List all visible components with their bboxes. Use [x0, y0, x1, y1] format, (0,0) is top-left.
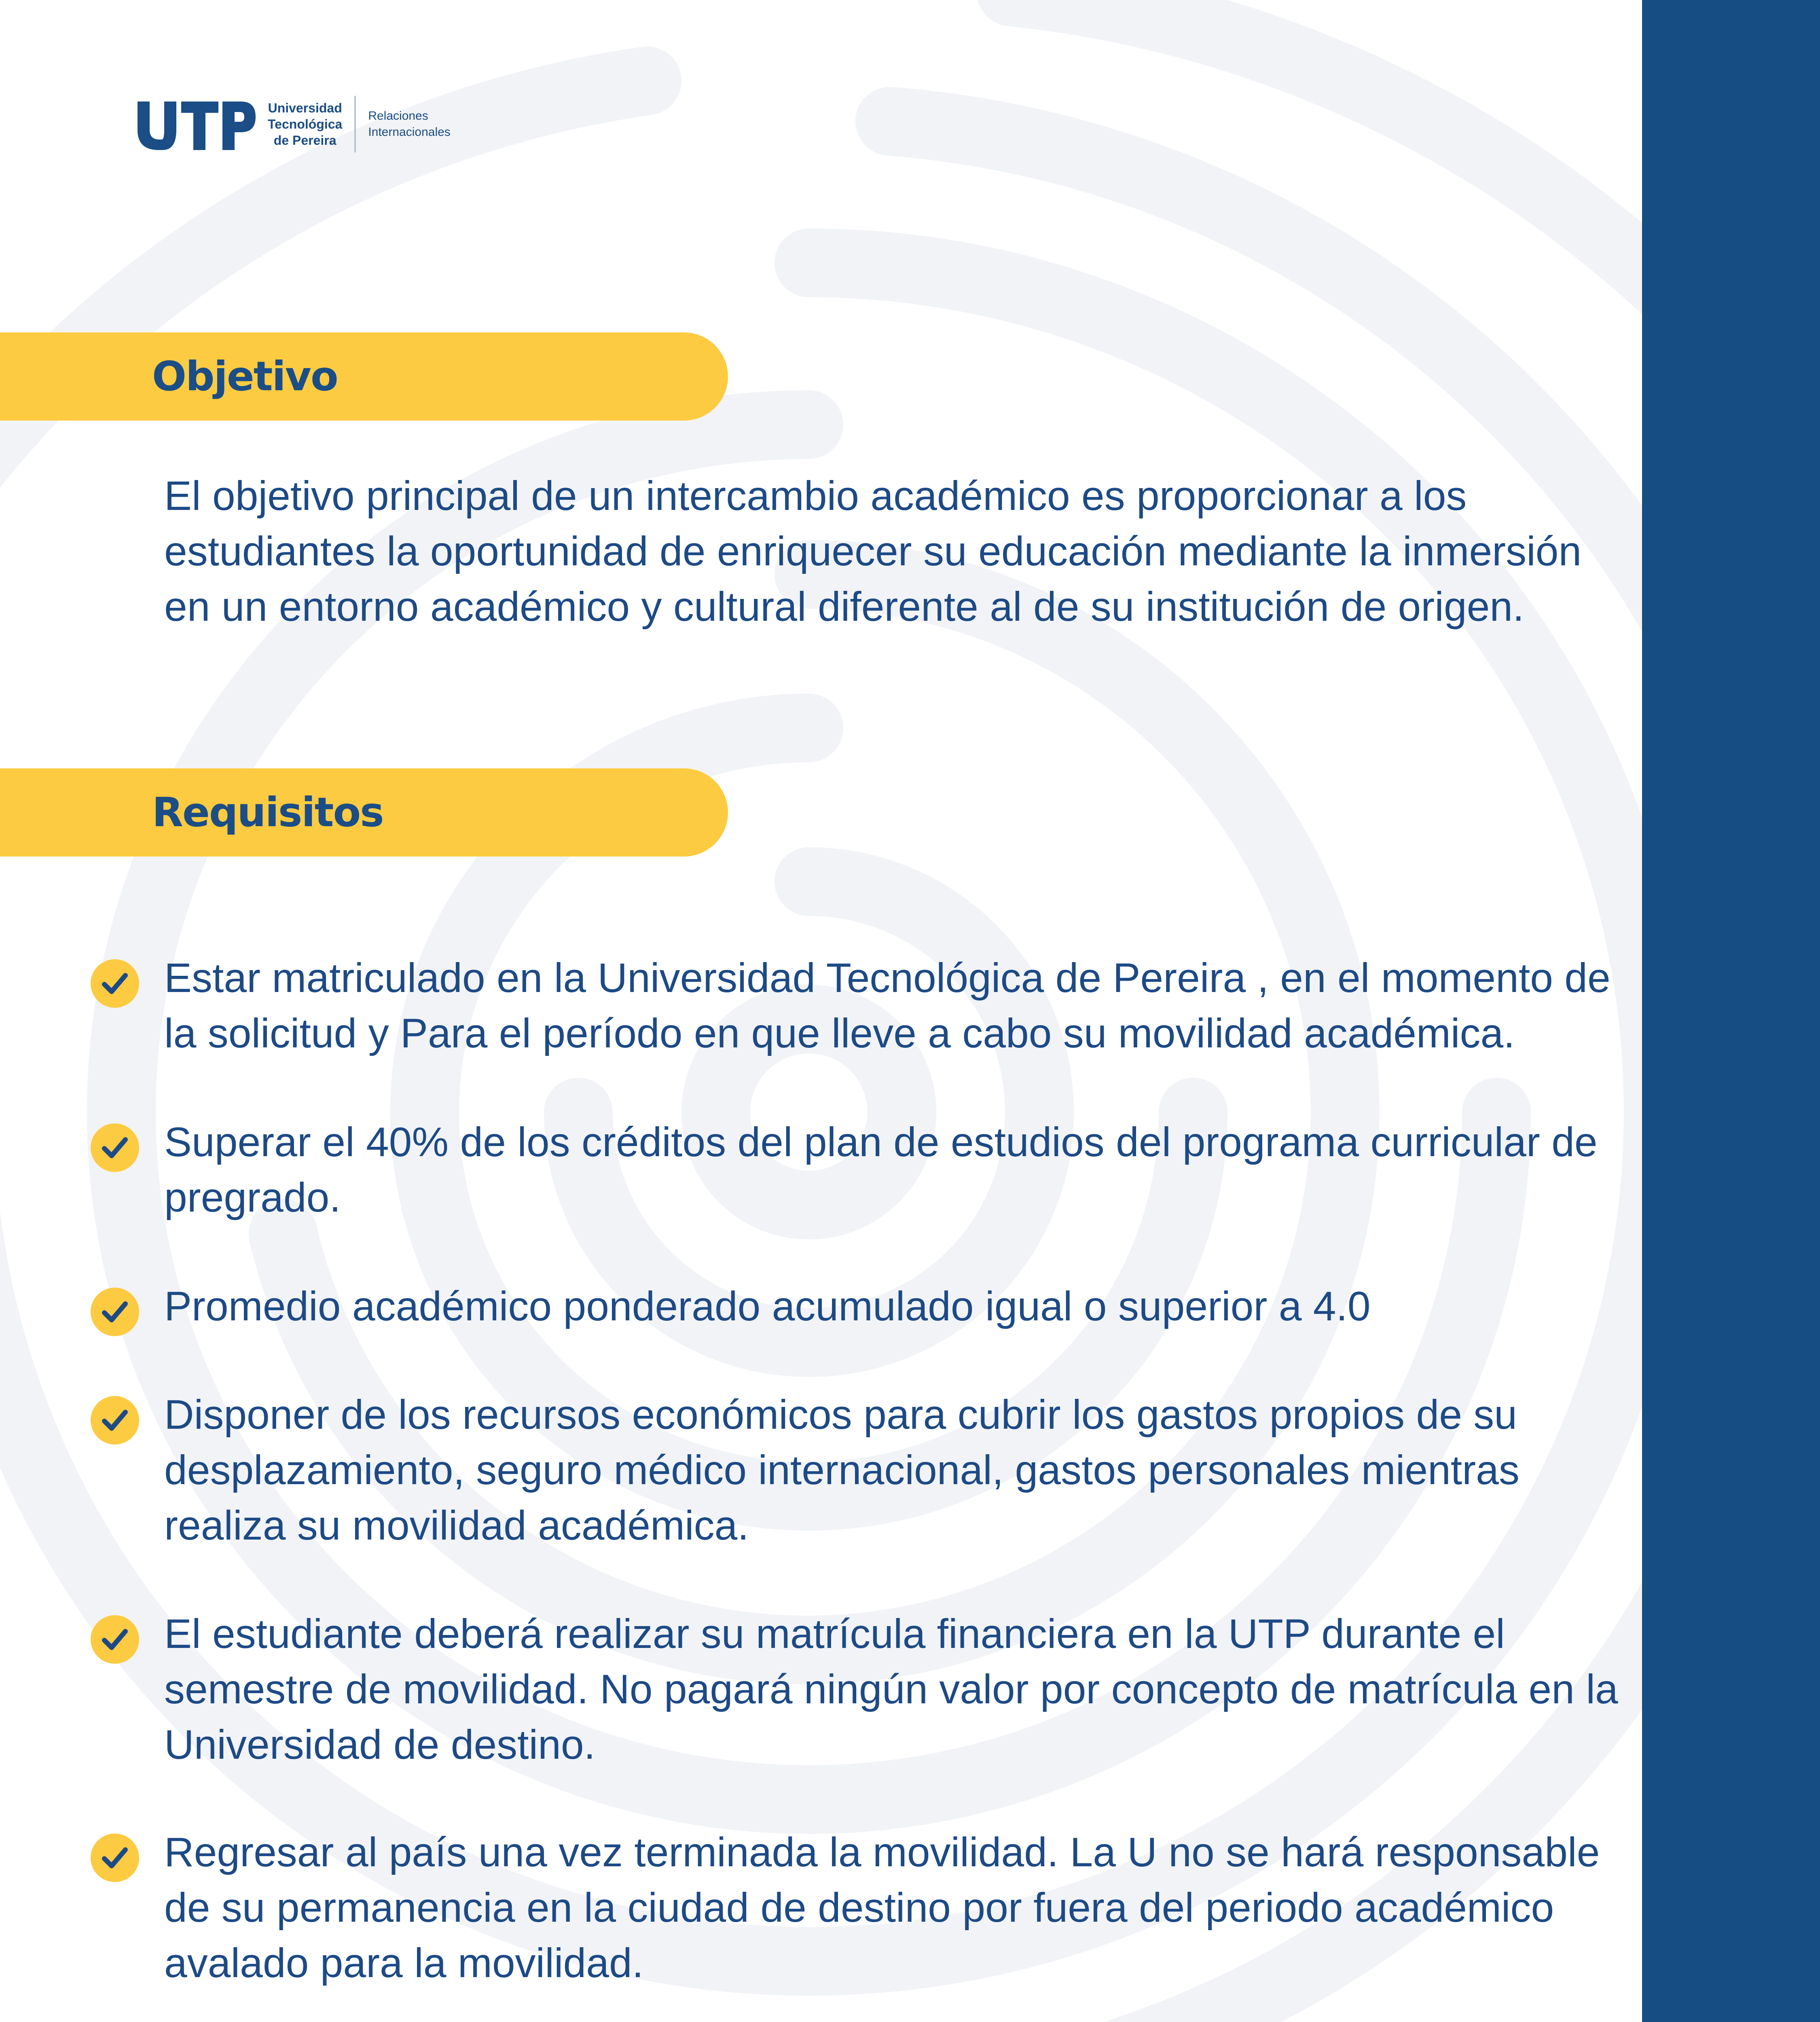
- check-circle-icon: [91, 1615, 139, 1664]
- requirement-text: Promedio académico ponderado acumulado igual o superior a 4.0: [164, 1283, 1371, 1329]
- unit-name-line: Internacionales: [368, 125, 451, 139]
- requirement-text: El estudiante deberá realizar su matrícula financiera en la UTP durante el semestre de movilidad. No pagará ningún valor por concepto de matrícula en la Universidad de destino.: [164, 1611, 1618, 1768]
- university-name-line: Tecnológica: [268, 117, 343, 131]
- requirement-text: Superar el 40% de los créditos del plan de estudios del programa curricular de pregrado.: [164, 1119, 1598, 1220]
- university-name-line: Universidad: [268, 101, 342, 115]
- check-circle-icon: [91, 1834, 139, 1882]
- unit-name-line: Relaciones: [368, 109, 428, 123]
- check-circle-icon: [91, 1123, 139, 1172]
- requisitos-title: Requisitos: [152, 789, 383, 836]
- check-circle-icon: [91, 1288, 139, 1336]
- check-circle-icon: [91, 1396, 139, 1445]
- requirement-text: Estar matriculado en la Universidad Tecnológica de Pereira , en el momento de la solicitud y Para el período en que lleve a cabo su movilidad académica.: [164, 955, 1610, 1056]
- side-bar: [1642, 0, 1820, 2022]
- check-circle-icon: [91, 959, 139, 1008]
- objetivo-title: Objetivo: [152, 353, 338, 400]
- requirement-text: Regresar al país una vez terminada la movilidad. La U no se hará responsable de su permanencia en la ciudad de destino por fuera del periodo académico avalado para la movilidad.: [164, 1829, 1600, 1986]
- university-name-line: de Pereira: [273, 133, 336, 148]
- requirement-text: Disponer de los recursos económicos para cubrir los gastos propios de su desplazamiento, seguro médico internacional, gastos personales mientras realiza su movilidad académica.: [164, 1392, 1519, 1548]
- objetivo-body: El objetivo principal de un intercambio académico es proporcionar a los estudiantes la oportunidad de enriquecer su educación mediante la inmersión en un entorno académico y cultural diferente al de su institución de origen.: [164, 473, 1582, 630]
